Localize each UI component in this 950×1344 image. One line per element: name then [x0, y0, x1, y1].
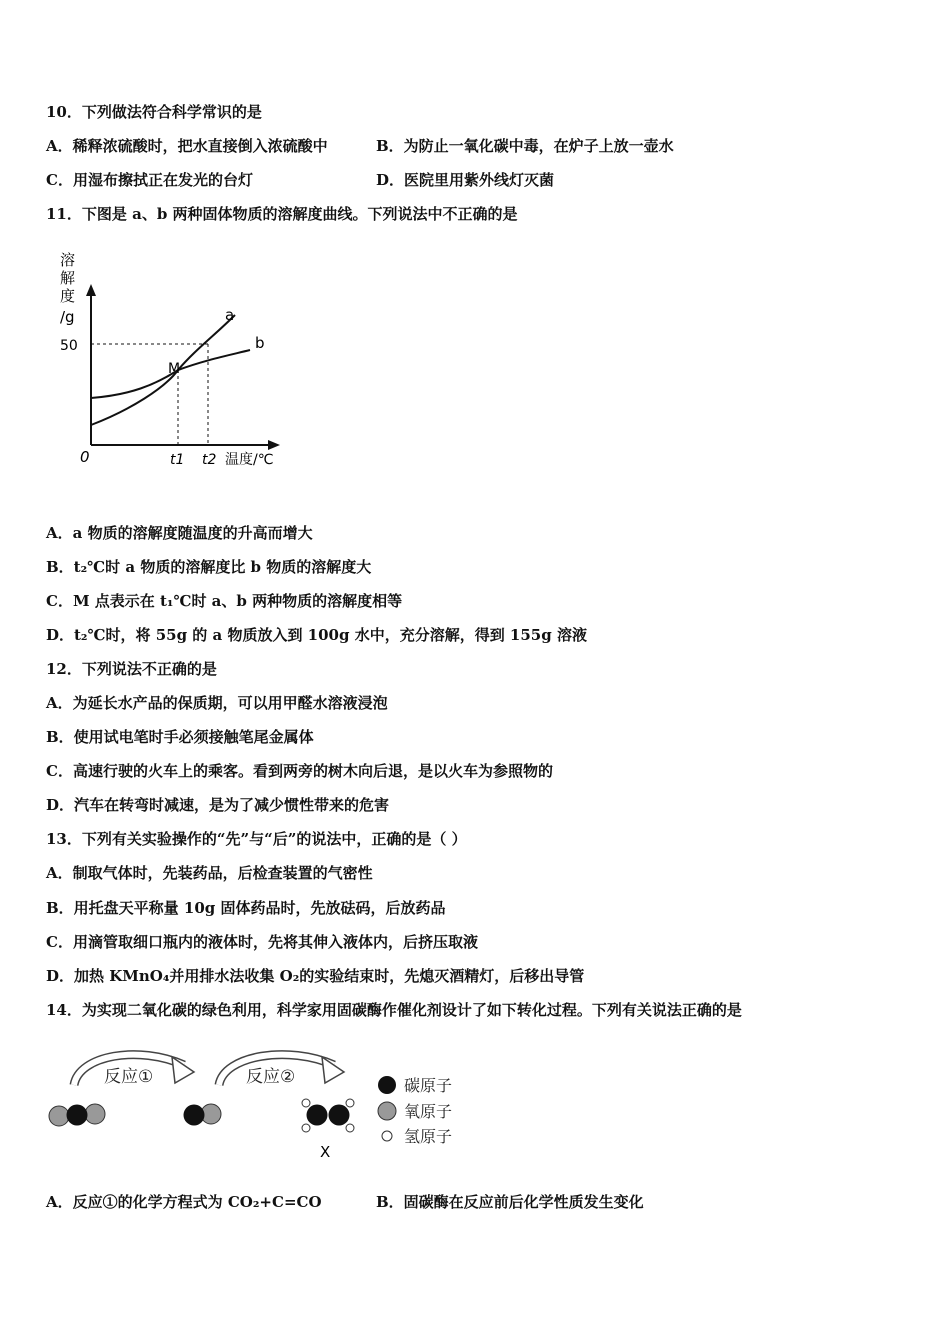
t1-label: t1 — [170, 452, 185, 468]
legend-carbon-swatch — [378, 1076, 396, 1094]
q12-option-b: B．使用试电笔时手必须接触笔尾金属体 — [46, 728, 314, 746]
q11-option-a: A．a 物质的溶解度随温度的升高而增大 — [46, 524, 313, 542]
y-axis-label-2: 解 — [60, 269, 76, 287]
legend-oxygen-swatch — [378, 1102, 396, 1120]
q11-stem: 11．下图是 a、b 两种固体物质的溶解度曲线。下列说法中不正确的是 — [46, 205, 518, 223]
y-axis-arrow — [86, 284, 96, 296]
x-h2 — [302, 1124, 310, 1132]
curve-a — [91, 315, 235, 425]
point-m-label: M — [168, 361, 181, 377]
curve-a-label: a — [225, 306, 235, 324]
q10-option-c: C．用湿布擦拭正在发光的台灯 — [46, 171, 253, 189]
co2-carbon — [67, 1105, 88, 1126]
y-axis-label-3: 度 — [60, 287, 76, 305]
q13-option-b: B．用托盘天平称量 10g 固体药品时，先放砝码，后放药品 — [46, 899, 446, 917]
x-h4 — [346, 1124, 354, 1132]
y-axis-label-4: /g — [60, 308, 75, 326]
x-label: X — [320, 1143, 331, 1161]
q13-option-d: D．加热 KMnO₄并用排水法收集 O₂的实验结束时，先熄灭酒精灯，后移出导管 — [46, 967, 585, 985]
q10-option-b: B．为防止一氧化碳中毒，在炉子上放一壶水 — [376, 137, 674, 155]
legend-oxygen-label: 氧原子 — [404, 1102, 453, 1121]
x-axis-arrow — [268, 440, 280, 450]
q13-option-c: C．用滴管取细口瓶内的液体时，先将其伸入液体内，后挤压取液 — [46, 933, 478, 951]
t2-label: t2 — [202, 452, 217, 468]
reaction-diagram — [44, 1040, 484, 1170]
q11-option-b: B．t₂℃时 a 物质的溶解度比 b 物质的溶解度大 — [46, 558, 372, 576]
tick-50: 50 — [60, 338, 78, 354]
x-carbon-right — [329, 1105, 350, 1126]
legend-hydrogen-label: 氢原子 — [404, 1127, 453, 1146]
q12-option-c: C．高速行驶的火车上的乘客。看到两旁的树木向后退，是以火车为参照物的 — [46, 762, 553, 780]
q10-option-a: A．稀释浓硫酸时，把水直接倒入浓硫酸中 — [46, 137, 328, 155]
q13-stem: 13．下列有关实验操作的“先”与“后”的说法中，正确的是（ ） — [46, 830, 467, 848]
q10-stem: 10．下列做法符合科学常识的是 — [46, 103, 262, 121]
x-carbon-left — [307, 1105, 328, 1126]
q10-option-d: D．医院里用紫外线灯灭菌 — [376, 171, 555, 189]
q12-option-a: A．为延长水产品的保质期，可以用甲醛水溶液浸泡 — [46, 694, 388, 712]
y-axis-label-1: 溶 — [60, 251, 76, 269]
x-h1 — [302, 1099, 310, 1107]
co2-oxygen-right — [85, 1104, 105, 1124]
q14-option-b: B．固碳酶在反应前后化学性质发生变化 — [376, 1193, 644, 1211]
curve-b-label: b — [255, 334, 265, 352]
x-axis-label: 温度/℃ — [225, 452, 274, 468]
legend-hydrogen-swatch — [382, 1131, 392, 1141]
origin-label: 0 — [80, 448, 90, 466]
co2-oxygen-left — [49, 1106, 69, 1126]
x-h3 — [346, 1099, 354, 1107]
legend-carbon-label: 碳原子 — [404, 1076, 453, 1095]
q13-option-a: A．制取气体时，先装药品，后检查装置的气密性 — [46, 864, 373, 882]
reaction1-label: 反应① — [104, 1067, 154, 1087]
q11-option-c: C．M 点表示在 t₁℃时 a、b 两种物质的溶解度相等 — [46, 592, 403, 610]
solubility-curve-figure — [50, 240, 310, 480]
co-carbon — [184, 1105, 205, 1126]
q12-option-d: D．汽车在转弯时减速，是为了减少惯性带来的危害 — [46, 796, 390, 814]
q11-option-d: D．t₂℃时，将 55g 的 a 物质放入到 100g 水中，充分溶解，得到 155g 溶液 — [46, 626, 587, 644]
q12-stem: 12．下列说法不正确的是 — [46, 660, 217, 678]
reaction2-label: 反应② — [246, 1067, 296, 1087]
q14-option-a: A．反应①的化学方程式为 CO₂+C=CO — [46, 1193, 322, 1211]
q14-stem: 14．为实现二氧化碳的绿色利用，科学家用固碳酶作催化剂设计了如下转化过程。下列有关说法正确的是 — [46, 1001, 742, 1019]
